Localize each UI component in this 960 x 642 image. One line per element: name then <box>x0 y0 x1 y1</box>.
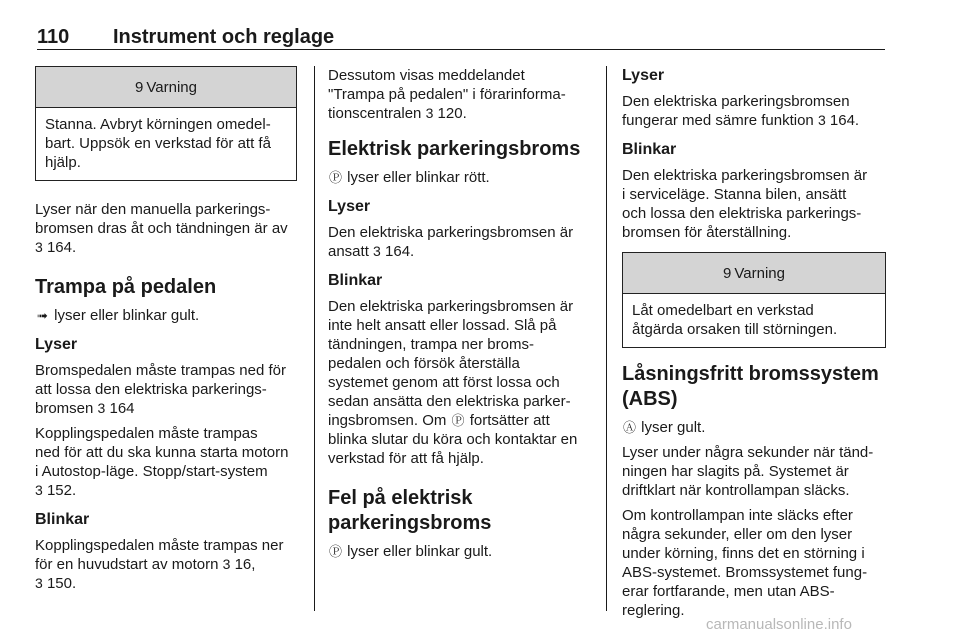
warning-box <box>622 252 886 348</box>
section-intro: Ⓟ lyser eller blinkar gult. <box>328 543 493 560</box>
subheading-blinkar: Blinkar <box>328 272 383 289</box>
abs-icon: Ⓐ <box>622 420 636 435</box>
warning-header <box>36 67 296 108</box>
warning-line: bart. Uppsök en verkstad för att få <box>45 135 271 152</box>
reference-arrow-icon: 3 <box>35 482 43 498</box>
reference-arrow-icon: 3 <box>35 575 43 591</box>
warning-line: hjälp. <box>45 154 81 171</box>
column-2 <box>328 66 590 561</box>
paragraph: Bromspedalen måste trampas ned för att lossa den elektriska parkerings- bromsen 3 164 <box>35 362 286 417</box>
warning-text <box>36 108 296 180</box>
section-intro: Ⓐ lyser gult. <box>622 419 706 436</box>
page-header <box>37 26 885 50</box>
section-title: Låsningsfritt bromssystem (ABS) <box>622 363 879 410</box>
warning-triangle-icon: 9 <box>723 264 732 282</box>
paragraph: Kopplingspedalen måste trampas ned för att du ska kunna starta motorn i Autostop-läge. Stopp/start-system 3 152. <box>35 425 289 499</box>
section-intro: Ⓟ lyser eller blinkar rött. <box>328 169 490 186</box>
paragraph: Om kontrollampan inte släcks efter några sekunder, eller om den lyser under körning, finns det en störning i ABS-systemet. Bromssystemet fung- erar fortfarande, men utan ABS- reglering. <box>622 507 868 619</box>
reference-arrow-icon: 3 <box>97 400 106 416</box>
chapter-title: Instrument och reglage <box>113 26 335 48</box>
subheading-lyser: Lyser <box>328 198 371 215</box>
section-title: Fel på elektrisk parkeringsbroms <box>328 487 492 534</box>
paragraph: Den elektriska parkeringsbromsen fungerar med sämre funktion 3 164. <box>622 93 860 129</box>
clutch-pedal-icon: ➟ <box>37 308 48 323</box>
subheading-blinkar: Blinkar <box>622 141 677 158</box>
section-intro: ➟ lyser eller blinkar gult. <box>35 306 297 325</box>
section-title: Elektrisk parkeringsbroms <box>328 138 581 160</box>
subheading-lyser: Lyser <box>35 336 78 353</box>
page-number: 110 <box>37 26 70 48</box>
header-divider <box>37 49 885 50</box>
parking-brake-fault-icon: Ⓟ <box>328 544 342 559</box>
watermark: carmanualsonline.info <box>706 616 852 633</box>
reference-arrow-icon: 3 <box>817 112 826 128</box>
parking-brake-icon: Ⓟ <box>328 170 342 185</box>
warning-line: åtgärda orsaken till störningen. <box>632 321 838 338</box>
reference-arrow-icon: 3 <box>373 243 381 259</box>
reference-arrow-icon: 3 <box>222 556 231 572</box>
paragraph: Kopplingspedalen måste trampas ner för en huvudstart av motorn 3 16, 3 150. <box>35 537 284 592</box>
column-1 <box>35 66 297 593</box>
warning-title: Varning <box>734 264 785 282</box>
parking-brake-icon: Ⓟ <box>451 413 465 428</box>
warning-box <box>35 66 297 181</box>
reference-arrow-icon: 3 <box>425 105 434 121</box>
paragraph: Den elektriska parkeringsbromsen är ansatt 3 164. <box>328 224 574 260</box>
paragraph: Lyser under några sekunder när tänd- ningen har slagits på. Systemet är driftklart när kontrollampan släcks. <box>622 444 874 499</box>
paragraph: Den elektriska parkeringsbromsen är i serviceläge. Stanna bilen, ansätt och lossa den elektriska parkerings- bromsen för återställning. <box>622 167 868 241</box>
column-divider <box>606 66 607 611</box>
paragraph: Dessutom visas meddelandet "Trampa på pedalen" i förarinforma- tionscentralen 3 120. <box>328 67 566 122</box>
paragraph: Den elektriska parkeringsbromsen är inte helt ansatt eller lossad. Slå på tändningen, trampa ner broms- pedalen och försök återställa systemet genom att först lossa och sedan ansätta den elektriska parker- ingsbromsen. Om Ⓟ fortsätter att blinka slutar du köra och kontaktar en verkstad för att få hjälp. <box>328 298 578 467</box>
warning-title: Varning <box>146 78 197 96</box>
reference-arrow-icon: 3 <box>35 239 43 255</box>
section-title: Trampa på pedalen <box>35 276 217 298</box>
warning-line: Stanna. Avbryt körningen omedel- <box>45 116 271 133</box>
column-divider <box>314 66 315 611</box>
column-3 <box>622 66 886 620</box>
warning-line: Låt omedelbart en verkstad <box>632 302 814 319</box>
warning-triangle-icon: 9 <box>135 78 144 96</box>
subheading-lyser: Lyser <box>622 67 665 84</box>
warning-text <box>623 294 885 347</box>
warning-header <box>623 253 885 294</box>
subheading-blinkar: Blinkar <box>35 511 90 528</box>
paragraph: Lyser när den manuella parkerings- bromsen dras åt och tändningen är av 3 164. <box>35 201 288 256</box>
